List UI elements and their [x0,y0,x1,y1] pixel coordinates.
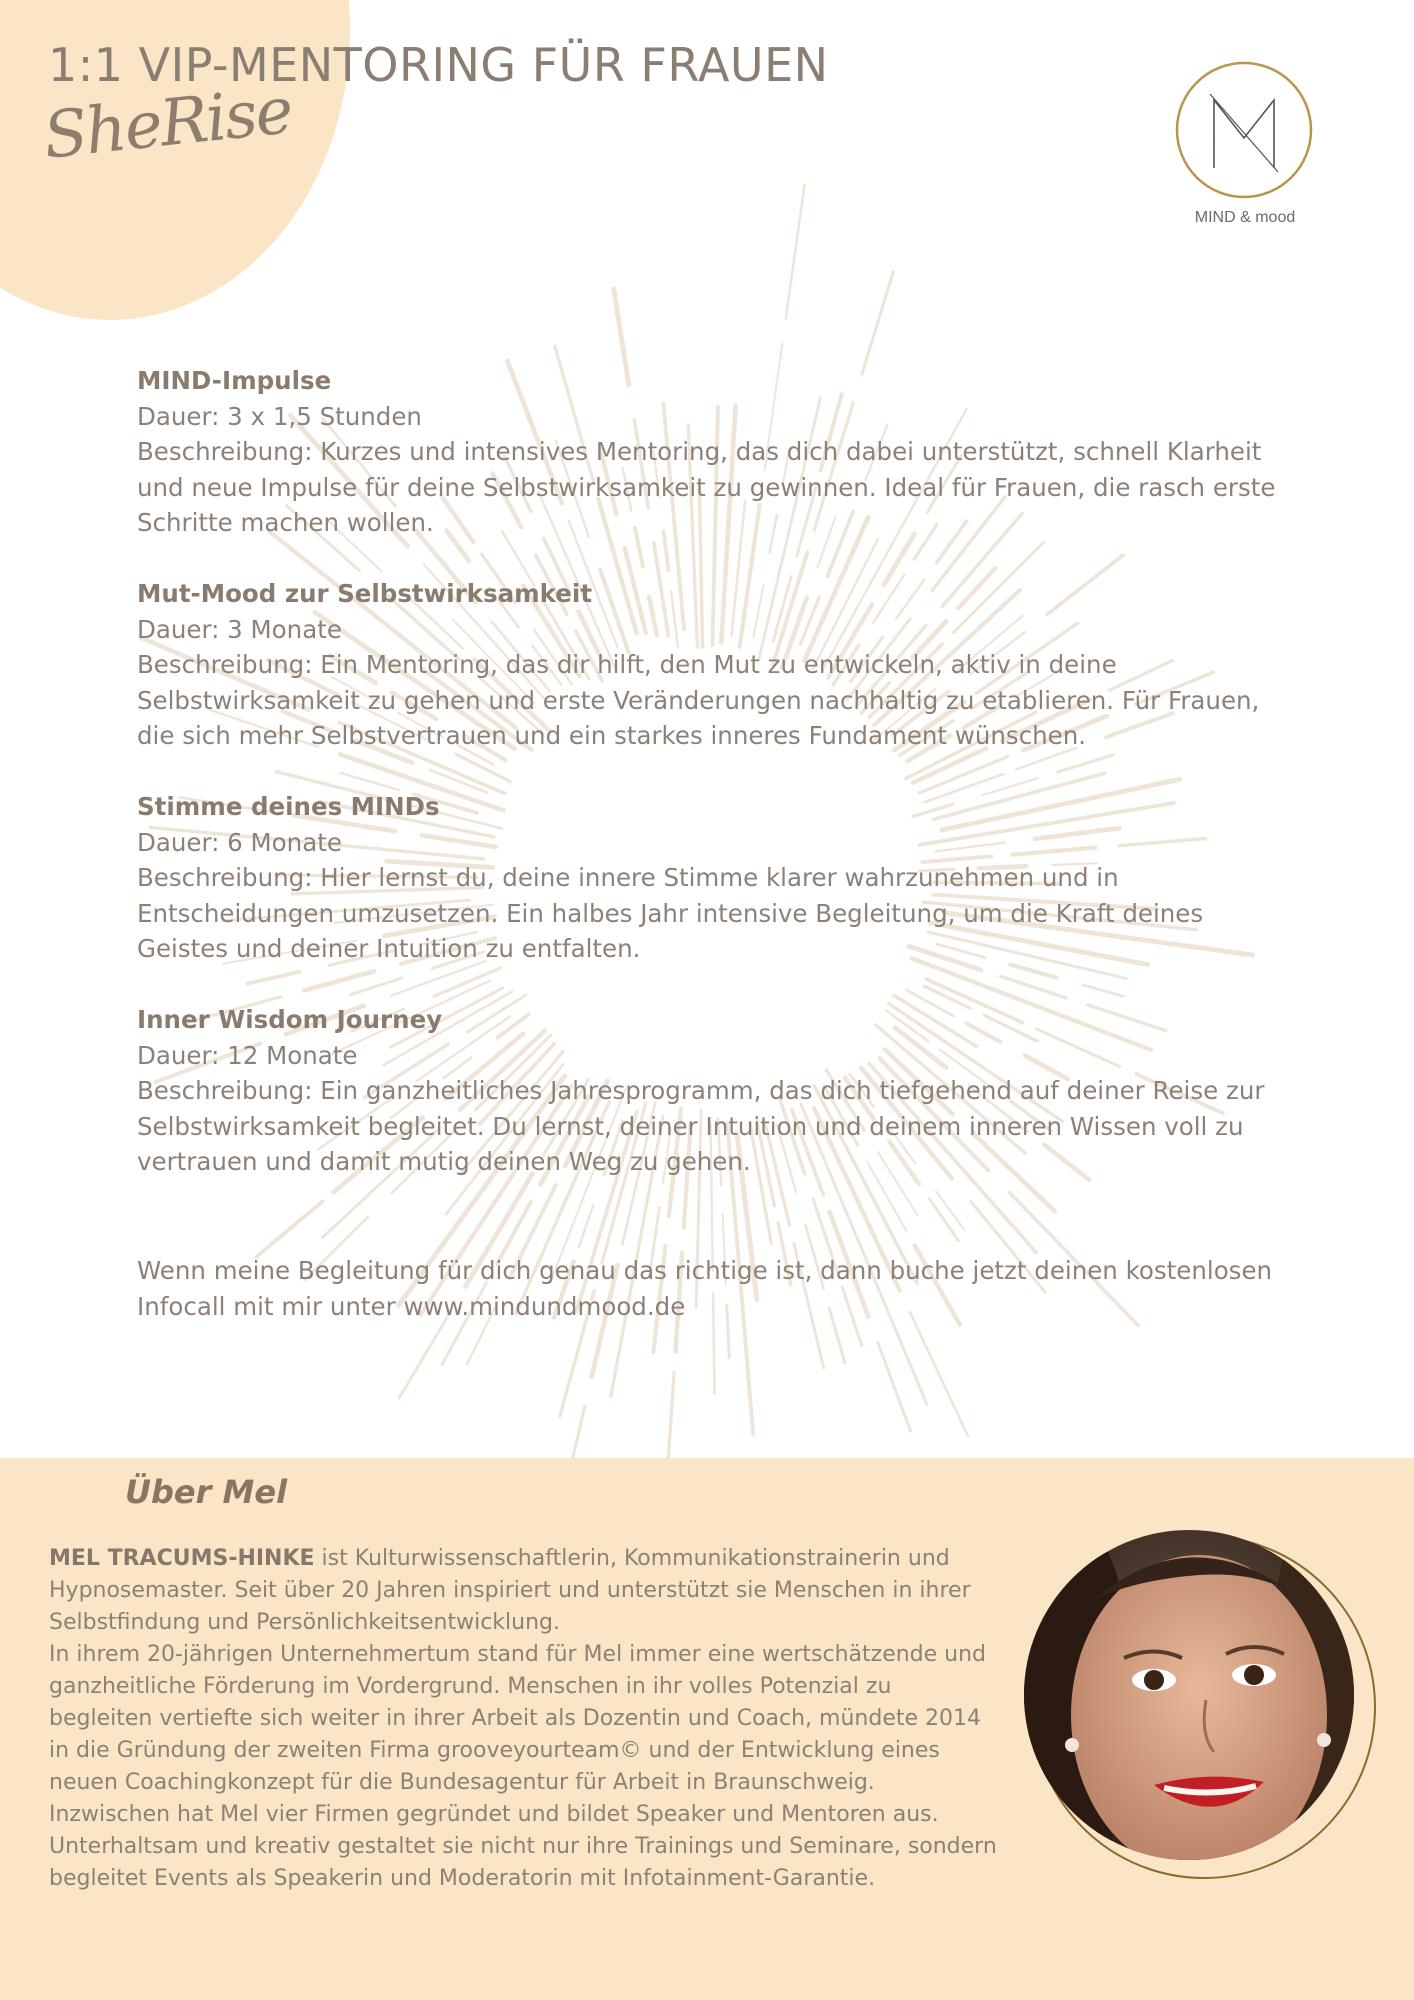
program-description: Beschreibung: Ein Mentoring, das dir hilft, den Mut zu entwickeln, aktiv in deine Selbstwirksamkeit zu gehen und erste Veränderungen nachhaltig zu etablieren. Für Frauen, die sich mehr Selbstvertrauen und ein starkes inneres Fundament wünschen. [137,650,1260,750]
program-duration: Dauer: 3 x 1,5 Stunden [137,401,422,431]
program-duration: Dauer: 12 Monate [137,1040,358,1070]
about-intro: ist Kulturwissenschaftlerin, Kommunikationstrainerin und Hypnosemaster. Seit über 20 Jahren inspiriert und unterstützt sie Menschen in ihrer Selbstfindung und Persönlichkeitsentwicklung. [49,1546,971,1635]
brand-name: MIND & mood [1194,209,1296,226]
program-title: MIND-Impulse [137,366,332,395]
mind-and-mood-logo [1174,60,1314,200]
sherise-script-logo: SheRise [40,74,295,174]
program-description: Beschreibung: Kurzes und intensives Mentoring, das dich dabei unterstützt, schnell Klarheit und neue Impulse für deine Selbstwirksamkeit zu gewinnen. Ideal für Frauen, die rasch erste Schritte machen wollen. [137,437,1276,537]
mentor-name: MEL TRACUMS-HINKE [49,1546,315,1571]
program-description: Beschreibung: Hier lernst du, deine innere Stimme klarer wahrzunehmen und in Entscheidungen umzusetzen. Ein halbes Jahr intensive Begleitung, um die Kraft deines Geistes und deiner Intuition zu entfalten. [137,863,1204,963]
program-title: Inner Wisdom Journey [137,1005,443,1034]
program-item [137,576,1297,754]
program-title: Stimme deines MINDs [137,792,440,821]
portrait-photo [1024,1530,1354,1860]
about-text [49,1543,999,1895]
logo-circle-icon [1174,60,1314,200]
program-duration: Dauer: 6 Monate [137,827,342,857]
program-duration: Dauer: 3 Monate [137,614,342,644]
about-section [0,1458,1414,2000]
page-title: 1:1 VIP-MENTORING FÜR FRAUEN [48,38,829,92]
program-item [137,363,1297,541]
call-to-action: Wenn meine Begleitung für dich genau das richtige ist, dann buche jetzt deinen kostenlosen Infocall mit mir unter www.mindundmood.de [137,1256,1273,1321]
program-item [137,1002,1297,1180]
program-description: Beschreibung: Ein ganzheitliches Jahresprogramm, das dich tiefgehend auf deiner Reise zur Selbstwirksamkeit begleitet. Du lernst, deiner Intuition und deinem inneren Wissen voll zu vertrauen und damit mutig deinen Weg zu gehen. [137,1076,1265,1176]
about-body: In ihrem 20-jährigen Unternehmertum stand für Mel immer eine wertschätzende und ganzheitliche Förderung im Vordergrund. Menschen in ihr volles Potenzial zu begleiten vertiefte sich weiter in ihrer Arbeit als Dozentin und Coach, mündete 2014 in die Gründung der zweiten Firma grooveyourteam© und der Entwicklung eines neuen Coachingkonzept für die Bundesagentur für Arbeit in Braunschweig. Inzwischen hat Mel vier Firmen gegründet und bildet Speaker und Mentoren aus. Unterhaltsam und kreativ gestaltet sie nicht nur ihre Trainings und Seminare, sondern begleitet Events als Speakerin und Moderatorin mit Infotainment-Garantie. [49,1642,997,1891]
program-list [137,363,1297,1215]
about-heading: Über Mel [125,1473,288,1511]
program-title: Mut-Mood zur Selbstwirksamkeit [137,579,593,608]
program-item [137,789,1297,967]
